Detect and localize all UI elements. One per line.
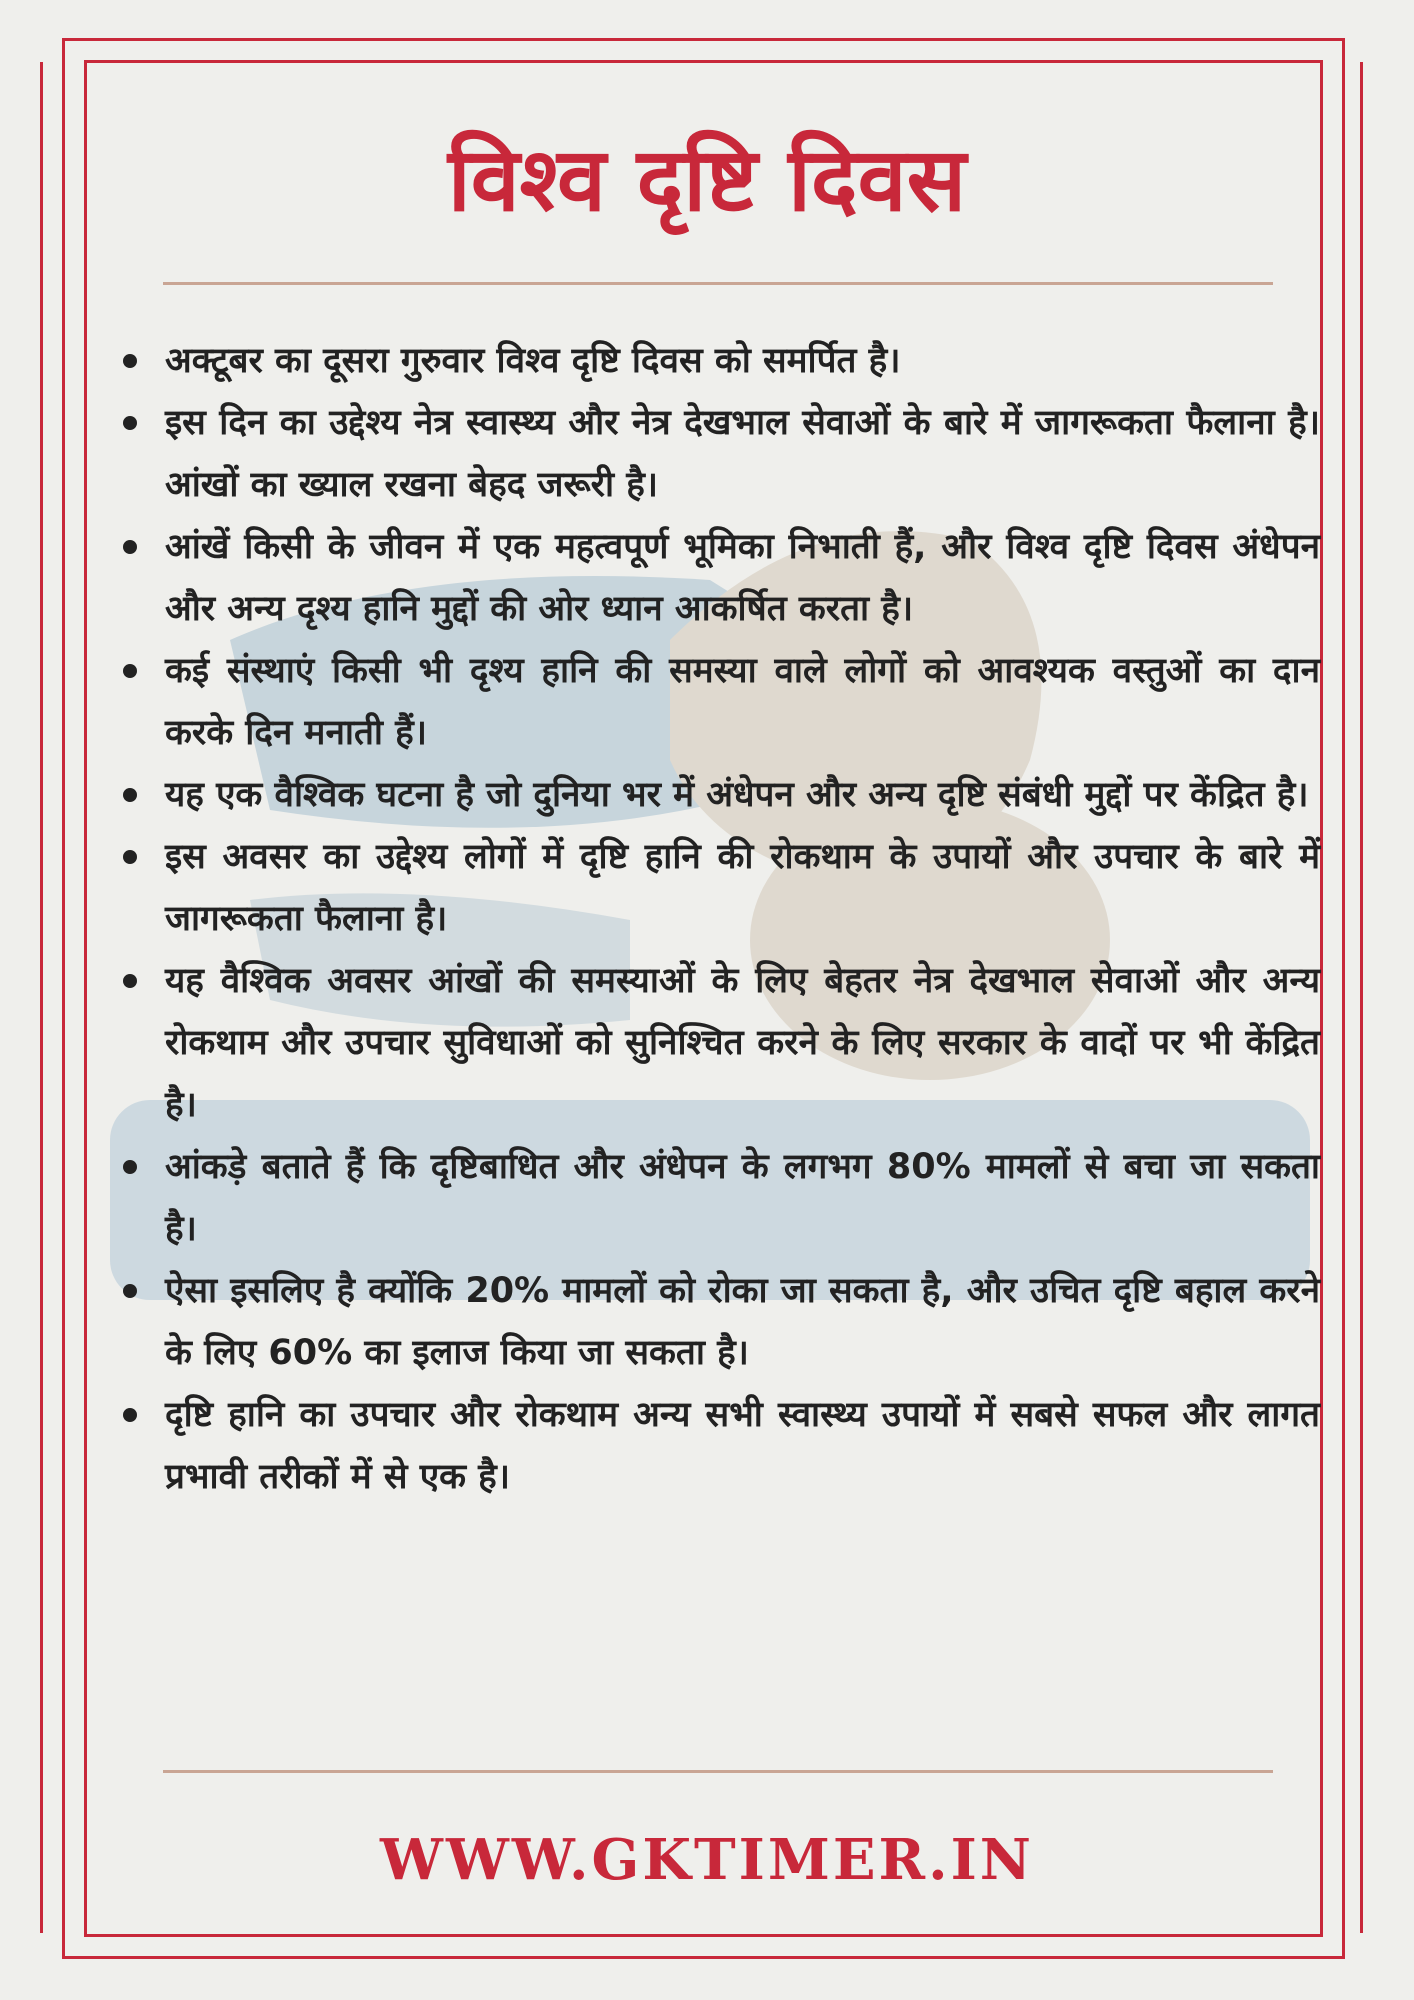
- list-item: [120, 1260, 1320, 1384]
- list-item: [120, 826, 1320, 950]
- list-item: [120, 640, 1320, 764]
- bullet-dot-icon: [123, 788, 137, 802]
- list-item-text: इस अवसर का उद्देश्य लोगों में दृष्टि हानि की रोकथाम के उपायों और उपचार के बारे में जागरूकता फैलाना है।: [165, 837, 1320, 939]
- list-item-text: अक्टूबर का दूसरा गुरुवार विश्व दृष्टि दिवस को समर्पित है।: [165, 341, 901, 381]
- list-item-text: कई संस्थाएं किसी भी दृश्य हानि की समस्या वाले लोगों को आवश्यक वस्तुओं का दान करके दिन मनाती हैं।: [165, 651, 1320, 753]
- list-item: [120, 392, 1320, 516]
- list-item: [120, 330, 1320, 392]
- list-item: [120, 950, 1320, 1136]
- list-item-text: इस दिन का उद्देश्य नेत्र स्वास्थ्य और नेत्र देखभाल सेवाओं के बारे में जागरूकता फैलाना है। आंखों का ख्याल रखना बेहद जरूरी है।: [165, 403, 1320, 505]
- bullet-dot-icon: [123, 664, 137, 678]
- bullet-dot-icon: [123, 1408, 137, 1422]
- list-item-text: यह वैश्विक अवसर आंखों की समस्याओं के लिए बेहतर नेत्र देखभाल सेवाओं और अन्य रोकथाम और उपचार सुविधाओं को सुनिश्चित करने के लिए सरकार के वादों पर भी केंद्रित है।: [165, 961, 1320, 1125]
- page-title: विश्व दृष्टि दिवस: [447, 128, 967, 231]
- bullet-dot-icon: [123, 1160, 137, 1174]
- bottom-divider: [163, 1770, 1273, 1773]
- frame-left-line: [40, 62, 43, 1933]
- list-item-text: आंखें किसी के जीवन में एक महत्वपूर्ण भूमिका निभाती हैं, और विश्व दृष्टि दिवस अंधेपन और अन्य दृश्य हानि मुद्दों की ओर ध्यान आकर्षित करता है।: [165, 527, 1320, 629]
- list-item-text: यह एक वैश्विक घटना है जो दुनिया भर में अंधेपन और अन्य दृष्टि संबंधी मुद्दों पर केंद्रित है।: [165, 775, 1309, 815]
- bullet-list: [120, 330, 1320, 1508]
- bullet-dot-icon: [123, 1284, 137, 1298]
- footer-website[interactable]: WWW.GKTIMER.IN: [380, 1827, 1034, 1893]
- list-item-text: ऐसा इसलिए है क्योंकि 20% मामलों को रोका जा सकता है, और उचित दृष्टि बहाल करने के लिए 60% का इलाज किया जा सकता है।: [165, 1271, 1320, 1373]
- bullet-dot-icon: [123, 354, 137, 368]
- bullet-dot-icon: [123, 974, 137, 988]
- frame-right-line: [1360, 62, 1363, 1933]
- list-item: [120, 764, 1320, 826]
- bullet-dot-icon: [123, 416, 137, 430]
- bullet-dot-icon: [123, 850, 137, 864]
- bullet-dot-icon: [123, 540, 137, 554]
- list-item: [120, 1136, 1320, 1260]
- list-item-text: आंकड़े बताते हैं कि दृष्टिबाधित और अंधेपन के लगभग 80% मामलों से बचा जा सकता है।: [165, 1147, 1320, 1249]
- list-item-text: दृष्टि हानि का उपचार और रोकथाम अन्य सभी स्वास्थ्य उपायों में सबसे सफल और लागत प्रभावी तरीकों में से एक है।: [165, 1395, 1320, 1497]
- top-divider: [163, 282, 1273, 285]
- list-item: [120, 516, 1320, 640]
- list-item: [120, 1384, 1320, 1508]
